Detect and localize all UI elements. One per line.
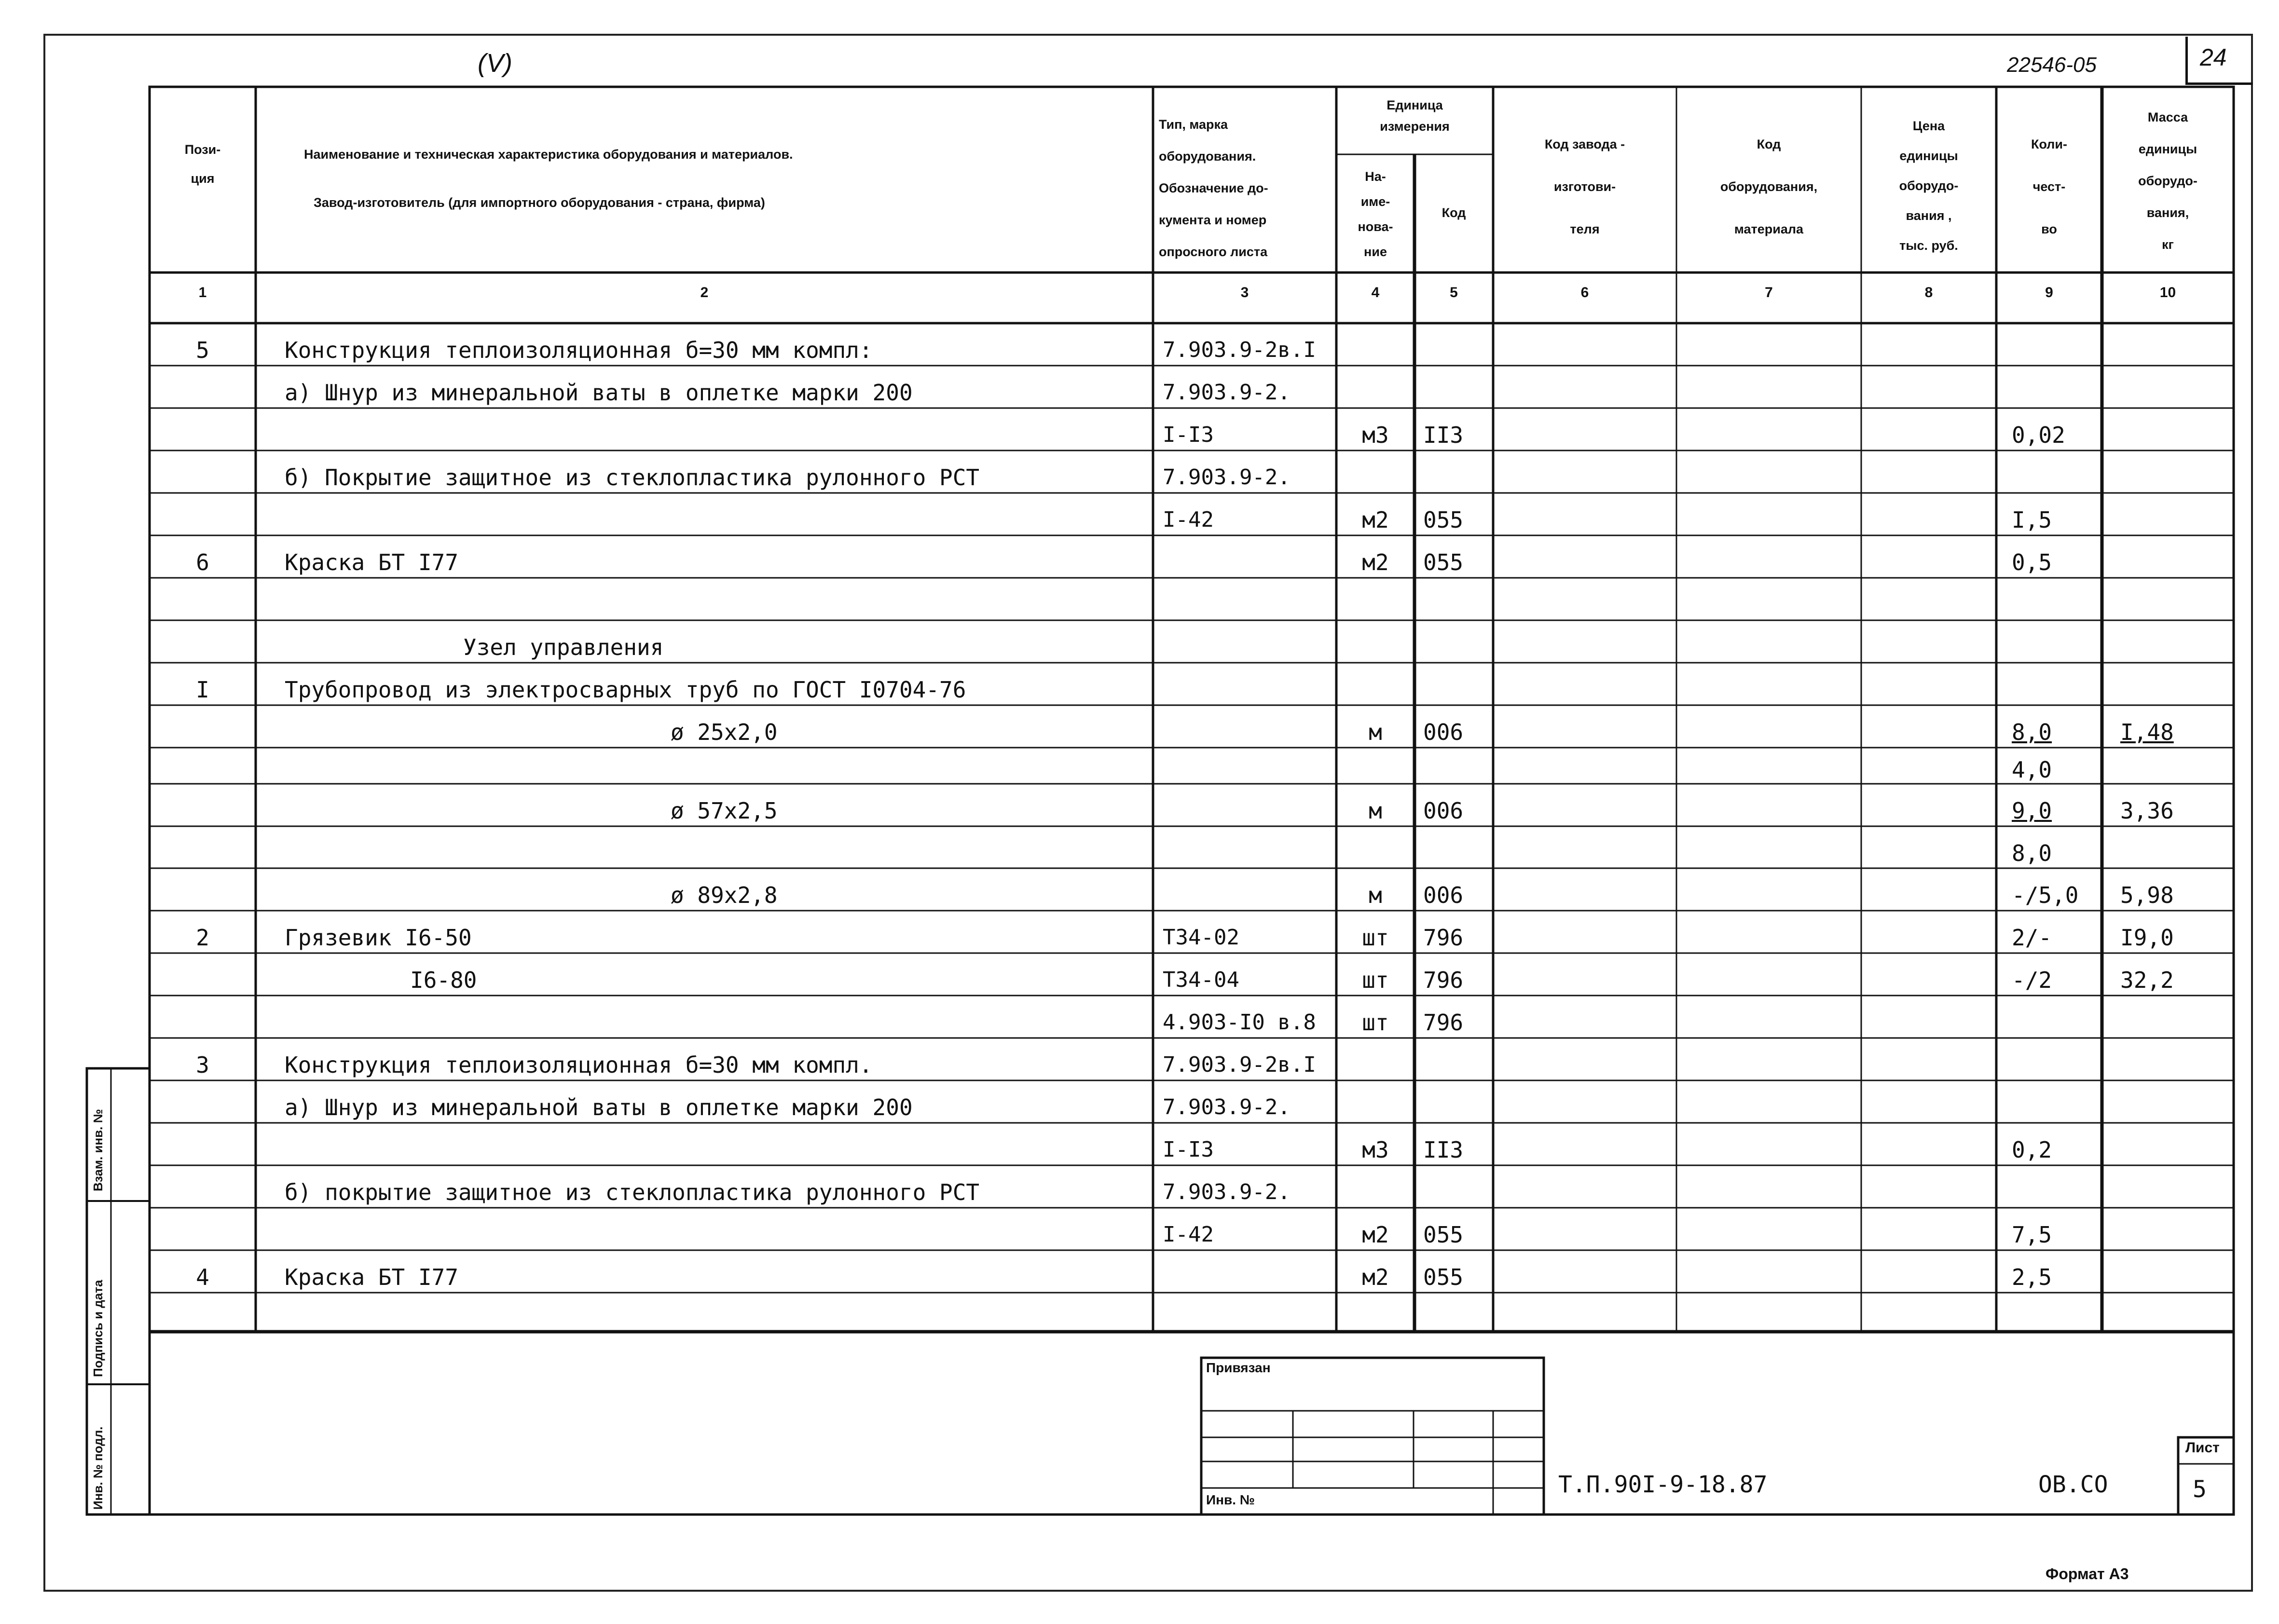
row-quantity: 9,0	[2012, 798, 2052, 824]
row-type: I-42	[1163, 507, 1214, 532]
row-type: 7.903.9-2.	[1163, 1180, 1291, 1204]
row-mass: 5,98	[2120, 882, 2174, 908]
sheet-code: ОВ.СО	[2038, 1471, 2108, 1498]
row-type: 7.903.9-2.	[1163, 1095, 1291, 1119]
row-position: 5	[196, 337, 209, 363]
row-name: ø 89х2,8	[671, 882, 778, 908]
header-col6: Код завода - изготови- теля	[1544, 137, 1625, 236]
paper-format: Формат А3	[2046, 1565, 2129, 1583]
row-unit: м2	[1362, 507, 1389, 533]
row-quantity: -/2	[2012, 967, 2052, 993]
header-col1: Пози- ция	[184, 142, 221, 186]
sheet-label: Лист	[2185, 1440, 2220, 1456]
inventory-label: Инв. №	[1206, 1492, 1255, 1507]
row-name: а) Шнур из минеральной ваты в оплетке марки 200	[285, 380, 913, 406]
row-unit-code: II3	[1423, 422, 1464, 448]
row-type: I-I3	[1163, 423, 1214, 447]
row-type: 7.903.9-2.	[1163, 380, 1291, 405]
row-quantity: 8,0	[2012, 840, 2052, 866]
row-type: 7.903.9-2.	[1163, 465, 1291, 490]
row-unit-code: 796	[1423, 1010, 1464, 1036]
row-unit-code: 006	[1423, 798, 1464, 824]
row-unit-code: 796	[1423, 967, 1464, 993]
row-type: I-42	[1163, 1222, 1214, 1247]
header-col10: Масса единицы оборудо- вания, кг	[2138, 110, 2197, 252]
top-mark: (V)	[478, 49, 512, 78]
column-number: 4	[1371, 285, 1380, 300]
column-number: 2	[700, 285, 709, 300]
row-type: Т34-04	[1163, 968, 1239, 992]
row-position: 4	[196, 1264, 209, 1290]
row-unit: м2	[1362, 1264, 1389, 1290]
column-number: 1	[198, 285, 207, 300]
row-unit-code: 055	[1423, 1264, 1464, 1290]
header-col4: На- име- нова- ние	[1358, 169, 1393, 259]
row-position: 6	[196, 549, 209, 575]
column-number: 7	[1765, 285, 1773, 300]
row-unit: м	[1369, 798, 1382, 824]
column-number: 5	[1450, 285, 1458, 300]
row-unit: м	[1369, 719, 1382, 745]
stamp-signature-date: Подпись и дата	[91, 1280, 105, 1377]
row-unit-code: 055	[1423, 1222, 1464, 1248]
row-name: Трубопровод из электросварных труб по ГОСТ I0704-76	[285, 677, 966, 703]
header-col7: Код оборудования, материала	[1720, 137, 1818, 236]
row-position: 3	[196, 1052, 209, 1078]
column-number: 8	[1924, 285, 1933, 300]
row-quantity: 0,02	[2012, 422, 2065, 448]
row-unit: шт	[1362, 925, 1389, 951]
row-unit-code: 796	[1423, 925, 1464, 951]
row-unit-code: 055	[1423, 549, 1464, 575]
sheet-number: 5	[2193, 1476, 2207, 1503]
row-quantity: 8,0	[2012, 719, 2052, 745]
row-mass: I9,0	[2120, 925, 2174, 951]
row-name: I6-80	[410, 967, 477, 993]
row-name: ø 57х2,5	[671, 798, 778, 824]
header-col3: Тип, марка оборудования. Обозначение до- кумента и номер опросного листа	[1159, 117, 1268, 259]
row-unit-code: 006	[1423, 719, 1464, 745]
row-mass: I,48	[2120, 719, 2174, 745]
row-name: Краска БТ I77	[285, 1264, 459, 1290]
document-number: 22546-05	[2007, 53, 2097, 77]
header-col45: Единица измерения	[1380, 98, 1450, 134]
row-name: Конструкция теплоизоляционная б=30 мм компл.	[285, 1052, 873, 1078]
row-unit: м2	[1362, 1222, 1389, 1248]
row-unit-code: 055	[1423, 507, 1464, 533]
row-name: Грязевик I6-50	[285, 925, 472, 951]
row-unit: шт	[1362, 967, 1389, 993]
row-quantity: I,5	[2012, 507, 2052, 533]
stamp-replaced-inv: Взам. инв. №	[91, 1109, 105, 1191]
row-name: Краска БТ I77	[285, 549, 459, 575]
row-position: I	[196, 677, 209, 703]
column-number: 9	[2045, 285, 2053, 300]
row-quantity: 4,0	[2012, 757, 2052, 783]
attached-label: Привязан	[1206, 1360, 1271, 1375]
row-quantity: 2/-	[2012, 925, 2052, 951]
column-number: 3	[1240, 285, 1249, 300]
row-type: 7.903.9-2в.I	[1163, 338, 1316, 362]
row-unit: м3	[1362, 1137, 1389, 1163]
header-col5: Код	[1442, 205, 1466, 220]
page-number: 24	[2200, 44, 2227, 71]
row-position: 2	[196, 925, 209, 951]
row-quantity: 0,5	[2012, 549, 2052, 575]
row-name: Конструкция теплоизоляционная б=30 мм компл:	[285, 337, 873, 363]
row-quantity: -/5,0	[2012, 882, 2079, 908]
row-name: а) Шнур из минеральной ваты в оплетке марки 200	[285, 1094, 913, 1120]
header-col2: Наименование и техническая характеристика оборудования и материалов. Завод-изготовитель (для импортного оборудования - страна, фирма)	[304, 147, 793, 210]
row-name: б) Покрытие защитное из стеклопластика рулонного РСТ	[285, 464, 980, 491]
row-type: Т34-02	[1163, 925, 1239, 950]
row-unit: шт	[1362, 1010, 1389, 1036]
column-number: 10	[2159, 285, 2176, 300]
row-unit: м3	[1362, 422, 1389, 448]
row-unit-code: II3	[1423, 1137, 1464, 1163]
row-type: I-I3	[1163, 1137, 1214, 1162]
row-mass: 3,36	[2120, 798, 2174, 824]
row-name: б) покрытие защитное из стеклопластика рулонного РСТ	[285, 1179, 980, 1205]
row-unit: м	[1369, 882, 1382, 908]
row-type: 7.903.9-2в.I	[1163, 1052, 1316, 1077]
row-unit-code: 006	[1423, 882, 1464, 908]
header-col9: Коли- чест- во	[2031, 137, 2068, 236]
stamp-inv-original: Инв. № подл.	[91, 1426, 105, 1510]
row-name: Узел управления	[463, 634, 664, 660]
row-quantity: 7,5	[2012, 1222, 2052, 1248]
row-mass: 32,2	[2120, 967, 2174, 993]
row-name: ø 25х2,0	[671, 719, 778, 745]
header-col8: Цена единицы оборудо- вания , тыс. руб.	[1899, 119, 1959, 253]
row-unit: м2	[1362, 549, 1389, 575]
column-number: 6	[1580, 285, 1589, 300]
row-quantity: 0,2	[2012, 1137, 2052, 1163]
project-code: Т.П.90I-9-18.87	[1558, 1471, 1768, 1498]
row-type: 4.903-I0 в.8	[1163, 1010, 1316, 1035]
row-quantity: 2,5	[2012, 1264, 2052, 1290]
